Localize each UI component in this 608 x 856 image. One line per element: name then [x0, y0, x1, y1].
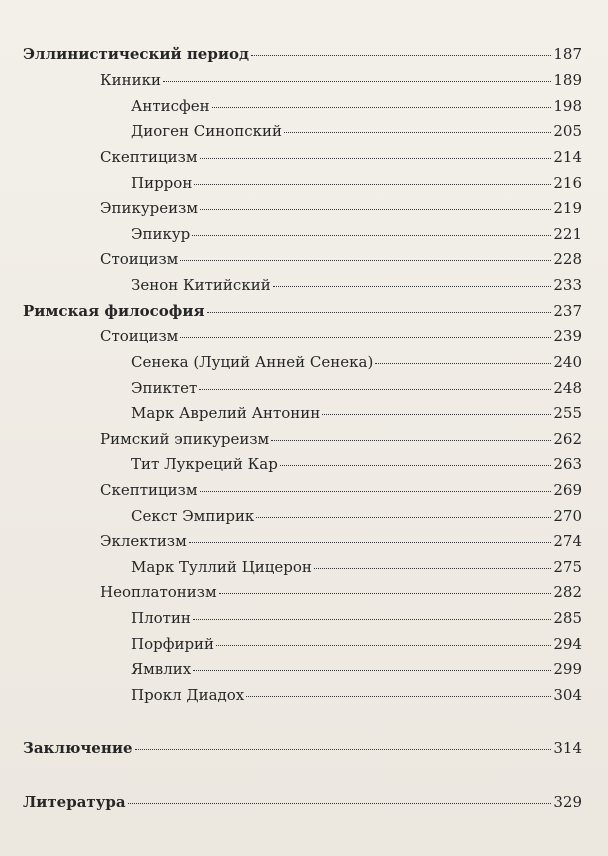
dot-leader: [194, 184, 551, 185]
toc-entry-title: Сенека (Луций Анней Сенека): [131, 353, 374, 371]
dot-leader: [192, 235, 551, 236]
dot-leader: [207, 312, 552, 313]
toc-entry-porphyry: [131, 634, 582, 654]
toc-entry-antisthenes: [131, 96, 582, 116]
toc-entry-page: 304: [553, 686, 582, 704]
dot-leader: [163, 81, 551, 82]
toc-entry-literature: [23, 792, 582, 812]
toc-entry-neoplatonism: [100, 582, 582, 602]
dot-leader: [314, 568, 551, 569]
dot-leader: [284, 132, 551, 133]
toc-entry-title: Эклектизм: [100, 532, 187, 550]
toc-entry-title: Заключение: [23, 739, 133, 757]
toc-entry-plotinus: [131, 608, 582, 628]
toc-entry-skepticism-2: [100, 480, 582, 500]
toc-entry-title: Диоген Синопский: [131, 122, 282, 140]
dot-leader: [180, 337, 551, 338]
toc-entry-title: Прокл Диадох: [131, 686, 245, 704]
toc-entry-page: 198: [553, 97, 582, 115]
toc-entry-page: 233: [553, 276, 582, 294]
toc-entry-title: Зенон Китийский: [131, 276, 271, 294]
toc-entry-page: 219: [553, 199, 582, 217]
dot-leader: [216, 645, 551, 646]
toc-entry-page: 329: [553, 793, 582, 811]
toc-entry-pyrrho: [131, 173, 582, 193]
toc-entry-title: Эпиктет: [131, 379, 198, 397]
toc-entry-page: 255: [553, 404, 582, 422]
toc-entry-page: 262: [553, 430, 582, 448]
toc-entry-page: 270: [553, 507, 582, 525]
dot-leader: [193, 619, 551, 620]
toc-entry-epicureanism: [100, 198, 582, 218]
toc-entry-title: Эпикур: [131, 225, 191, 243]
toc-entry-hellenistic-period: [23, 44, 582, 64]
toc-entry-cicero: [131, 557, 582, 577]
toc-entry-title: Ямвлих: [131, 660, 192, 678]
toc-entry-page: 205: [553, 122, 582, 140]
toc-entry-roman-philosophy: [23, 301, 582, 321]
toc-entry-title: Неоплатонизм: [100, 583, 217, 601]
toc-entry-title: Порфирий: [131, 635, 215, 653]
dot-leader: [200, 209, 551, 210]
dot-leader: [189, 542, 552, 543]
toc-entry-epicurus: [131, 224, 582, 244]
toc-entry-title: Киники: [100, 71, 161, 89]
dot-leader: [246, 696, 551, 697]
toc-entry-iamblichus: [131, 659, 582, 679]
toc-entry-page: 239: [553, 327, 582, 345]
toc-entry-title: Скептицизм: [100, 481, 198, 499]
toc-entry-zeno: [131, 275, 582, 295]
dot-leader: [322, 414, 551, 415]
toc-entry-roman-epicureanism: [100, 429, 582, 449]
dot-leader: [273, 286, 552, 287]
toc-entry-page: 216: [553, 174, 582, 192]
toc-entry-title: Пиррон: [131, 174, 193, 192]
toc-entry-title: Плотин: [131, 609, 191, 627]
dot-leader: [199, 389, 551, 390]
dot-leader: [128, 803, 552, 804]
dot-leader: [219, 593, 552, 594]
toc-entry-page: 187: [553, 45, 582, 63]
toc-entry-lucretius: [131, 454, 582, 474]
toc-entry-proclus: [131, 685, 582, 705]
toc-entry-page: 221: [553, 225, 582, 243]
dot-leader: [251, 55, 551, 56]
toc-entry-conclusion: [23, 738, 582, 758]
toc-entry-page: 275: [553, 558, 582, 576]
toc-entry-cynics: [100, 70, 582, 90]
toc-entry-title: Тит Лукреций Кар: [131, 455, 278, 473]
toc-entry-title: Секст Эмпирик: [131, 507, 255, 525]
dot-leader: [200, 491, 552, 492]
toc-entry-seneca: [131, 352, 582, 372]
toc-entry-title: Скептицизм: [100, 148, 198, 166]
toc-entry-skepticism-1: [100, 147, 582, 167]
toc-entry-title: Марк Туллий Цицерон: [131, 558, 312, 576]
toc-entry-page: 189: [553, 71, 582, 89]
toc-entry-page: 282: [553, 583, 582, 601]
toc-entry-page: 237: [553, 302, 582, 320]
toc-entry-title: Антисфен: [131, 97, 210, 115]
toc-entry-title: Эллинистический период: [23, 45, 249, 63]
dot-leader: [375, 363, 551, 364]
toc-entry-eclecticism: [100, 531, 582, 551]
dot-leader: [200, 158, 552, 159]
toc-entry-page: 314: [553, 739, 582, 757]
dot-leader: [180, 260, 551, 261]
dot-leader: [212, 107, 552, 108]
toc-entry-diogenes: [131, 121, 582, 141]
dot-leader: [135, 749, 552, 750]
toc-entry-title: Стоицизм: [100, 250, 179, 268]
toc-entry-stoicism-2: [100, 326, 582, 346]
toc-entry-page: 228: [553, 250, 582, 268]
toc-entry-marcus-aurelius: [131, 403, 582, 423]
toc-entry-page: 248: [553, 379, 582, 397]
toc-entry-sextus-empiricus: [131, 506, 582, 526]
toc-entry-page: 269: [553, 481, 582, 499]
toc-entry-title: Стоицизм: [100, 327, 179, 345]
toc-entry-page: 263: [553, 455, 582, 473]
toc-entry-page: 294: [553, 635, 582, 653]
toc-entry-title: Римский эпикуреизм: [100, 430, 270, 448]
dot-leader: [280, 465, 552, 466]
dot-leader: [256, 517, 551, 518]
toc-entry-page: 285: [553, 609, 582, 627]
toc-entry-epictetus: [131, 378, 582, 398]
toc-entry-title: Марк Аврелий Антонин: [131, 404, 321, 422]
toc-entry-page: 299: [553, 660, 582, 678]
toc-entry-title: Эпикуреизм: [100, 199, 198, 217]
toc-entry-title: Римская философия: [23, 302, 205, 320]
toc-entry-title: Литература: [23, 793, 126, 811]
dot-leader: [193, 670, 551, 671]
toc-entry-page: 214: [553, 148, 582, 166]
dot-leader: [271, 440, 551, 441]
toc-entry-stoicism-1: [100, 249, 582, 269]
toc-entry-page: 240: [553, 353, 582, 371]
toc-entry-page: 274: [553, 532, 582, 550]
